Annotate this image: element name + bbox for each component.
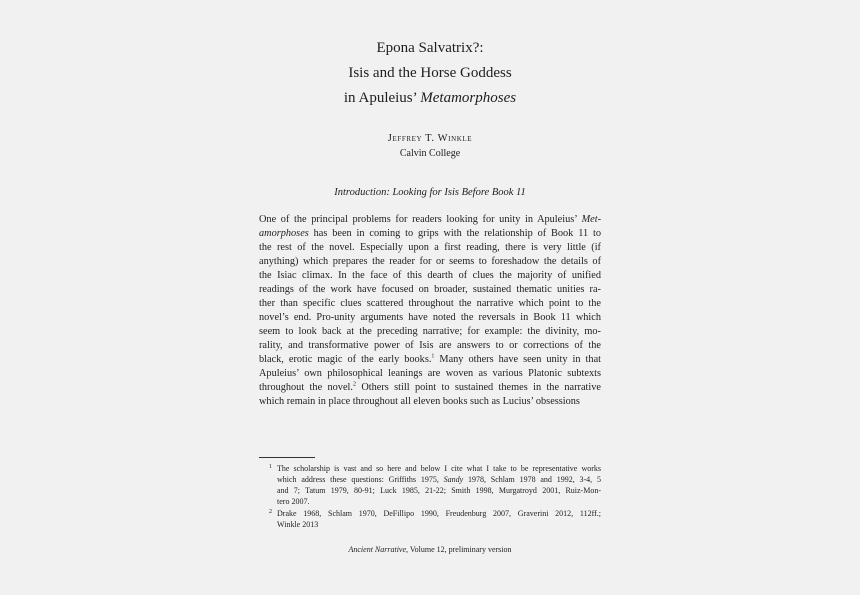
running-footer <box>0 545 860 554</box>
body-text-span: Many others have seen unity in that <box>434 354 601 365</box>
author-name: Jeffrey T. Winkle <box>387 133 473 144</box>
body-line <box>259 213 601 227</box>
body-line <box>259 381 601 395</box>
body-line: the Isiac climax. In the face of this dearth of clues the majority of unified <box>259 270 601 281</box>
footnote-line <box>277 474 601 485</box>
body-line: novel’s end. Pro-unity arguments have noted the reversals in Book 11 which <box>259 312 601 323</box>
footnote-line: The scholarship is vast and so here and below I cite what I take to be representative works <box>277 464 601 473</box>
section-heading: Introduction: Looking for Isis Before Book 11 <box>334 187 526 198</box>
footnote-text: 1978, Schlam 1978 and 1992, 3-4, 5 <box>463 475 601 484</box>
author-affiliation: Calvin College <box>399 148 461 159</box>
footnote-line: and 7; Tatum 1979, 80-91; Luck 1985, 21-22; Smith 1998, Murgatroyd 2001, Ruiz-Mon- <box>277 486 601 495</box>
body-line: ther than specific clues scattered throughout the narrative which point to the <box>259 298 601 309</box>
footnote-line: tero 2007. <box>277 497 310 506</box>
body-text-span: throughout the novel. <box>259 382 353 393</box>
body-line: seem to look back at the preceding narrative; for example: the divinity, mo- <box>259 326 601 337</box>
body-text-span: black, erotic magic of the early books. <box>259 354 432 365</box>
title-line-3 <box>0 88 860 108</box>
title-line-2: Isis and the Horse Goddess <box>348 65 512 81</box>
body-line: which remain in place throughout all eleven books such as Lucius’ obsessions <box>259 396 580 407</box>
footnote-text-italic: Sandy <box>443 475 464 484</box>
body-line <box>259 227 601 241</box>
body-line: the rest of the novel. Especially upon a first reading, there is very little (if <box>259 242 601 253</box>
footnote-ref-2: 2 <box>352 381 356 388</box>
footnote-rule <box>259 457 315 458</box>
body-text-span: One of the principal problems for readers looking for unity in Apuleius’ <box>259 214 582 225</box>
footnote-number-2: 2 <box>269 509 272 515</box>
title-line-1: Epona Salvatrix?: <box>376 40 484 56</box>
title-line-3-italic: Metamorphoses <box>420 90 517 106</box>
body-line: readings of the work have focused on broader, sustained thematic unities ra- <box>259 284 601 295</box>
footer-volume: Volume 12, preliminary version <box>408 545 512 554</box>
title-line-3-prefix: in Apuleius’ <box>343 90 421 106</box>
body-text-italic: amorphoses <box>259 228 309 239</box>
body-text-italic: Met- <box>581 214 601 225</box>
footnote-number-1: 1 <box>269 464 272 470</box>
body-line <box>259 353 601 367</box>
body-text-span: has been in coming to grips with the relationship of Book 11 to <box>308 228 601 239</box>
body-line: Apuleius’ own philosophical leanings are woven as various Platonic subtexts <box>259 368 601 379</box>
footnote-ref-1: 1 <box>431 353 435 360</box>
footnote-line: Winkle 2013 <box>277 520 319 529</box>
footnote-line: Drake 1968, Schlam 1970, DeFillipo 1990, Freudenburg 2007, Graverini 2012, 112ff.; <box>277 509 601 518</box>
footer-journal: Ancient Narrative, <box>348 545 409 554</box>
footnote-text: which address these questions: Griffiths 1975, <box>277 475 444 484</box>
body-text-span: Others still point to sustained themes in the narrative <box>355 382 601 393</box>
body-line: anything) which prepares the reader for or seems to foreshadow the details of <box>259 256 601 267</box>
body-line: rality, and transformative power of Isis are answers to or corrections of the <box>259 340 601 351</box>
